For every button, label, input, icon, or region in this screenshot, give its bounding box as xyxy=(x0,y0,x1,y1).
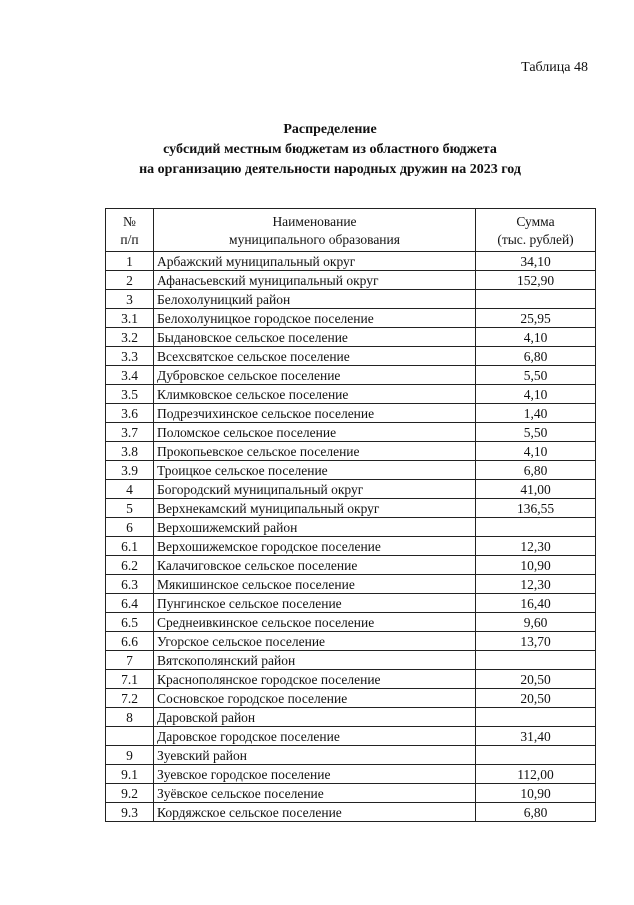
row-sum-cell: 20,50 xyxy=(476,689,596,708)
row-number-cell: 9.3 xyxy=(106,803,154,822)
row-sum-cell: 9,60 xyxy=(476,613,596,632)
heading-line-2: субсидий местным бюджетам из областного бюджета xyxy=(163,142,497,157)
row-sum-cell: 4,10 xyxy=(476,328,596,347)
row-sum-cell: 41,00 xyxy=(476,480,596,499)
row-name-cell: Даровское городское поселение xyxy=(154,727,476,746)
row-number-cell: 9.2 xyxy=(106,784,154,803)
row-number-cell: 6.2 xyxy=(106,556,154,575)
row-number-cell: 3.2 xyxy=(106,328,154,347)
row-name-cell: Прокопьевское сельское поселение xyxy=(154,442,476,461)
row-sum-cell: 25,95 xyxy=(476,309,596,328)
row-name-cell: Верхошижемский район xyxy=(154,518,476,537)
row-number-cell: 6.1 xyxy=(106,537,154,556)
table-row xyxy=(106,461,596,480)
row-name-cell: Дубровское сельское поселение xyxy=(154,366,476,385)
row-number-cell: 3.6 xyxy=(106,404,154,423)
table-row xyxy=(106,556,596,575)
row-number-cell: 3.8 xyxy=(106,442,154,461)
row-name-cell: Калачиговское сельское поселение xyxy=(154,556,476,575)
table-row xyxy=(106,347,596,366)
column-header-sum-line1: Сумма xyxy=(516,214,555,229)
row-sum-cell: 152,90 xyxy=(476,271,596,290)
table-row xyxy=(106,423,596,442)
row-number-cell: 2 xyxy=(106,271,154,290)
row-name-cell: Всехсвятское сельское поселение xyxy=(154,347,476,366)
row-sum-cell: 5,50 xyxy=(476,423,596,442)
table-row xyxy=(106,746,596,765)
row-number-cell: 6.4 xyxy=(106,594,154,613)
column-header-name-line1: Наименование xyxy=(272,214,357,229)
row-sum-cell: 12,30 xyxy=(476,537,596,556)
table-row xyxy=(106,575,596,594)
row-name-cell: Зуевский район xyxy=(154,746,476,765)
row-number-cell: 7.2 xyxy=(106,689,154,708)
column-header-name xyxy=(154,209,476,252)
table-row xyxy=(106,252,596,271)
table-row xyxy=(106,499,596,518)
row-sum-cell xyxy=(476,708,596,727)
row-number-cell: 3 xyxy=(106,290,154,309)
row-name-cell: Арбажский муниципальный округ xyxy=(154,252,476,271)
table-row xyxy=(106,480,596,499)
row-number-cell: 8 xyxy=(106,708,154,727)
table-row xyxy=(106,803,596,822)
table-row xyxy=(106,727,596,746)
row-number-cell: 6 xyxy=(106,518,154,537)
row-number-cell: 6.3 xyxy=(106,575,154,594)
row-name-cell: Зуёвское сельское поселение xyxy=(154,784,476,803)
row-number-cell: 9 xyxy=(106,746,154,765)
row-number-cell: 3.5 xyxy=(106,385,154,404)
row-name-cell: Белохолуницкое городское поселение xyxy=(154,309,476,328)
table-row xyxy=(106,784,596,803)
row-sum-cell: 10,90 xyxy=(476,556,596,575)
row-sum-cell: 6,80 xyxy=(476,347,596,366)
row-number-cell: 7.1 xyxy=(106,670,154,689)
row-sum-cell: 10,90 xyxy=(476,784,596,803)
table-row xyxy=(106,404,596,423)
row-number-cell: 7 xyxy=(106,651,154,670)
row-number-cell: 3.4 xyxy=(106,366,154,385)
row-sum-cell xyxy=(476,746,596,765)
row-sum-cell: 13,70 xyxy=(476,632,596,651)
row-name-cell: Богородский муниципальный округ xyxy=(154,480,476,499)
row-sum-cell xyxy=(476,290,596,309)
row-number-cell: 4 xyxy=(106,480,154,499)
table-header-row xyxy=(106,209,596,252)
row-name-cell: Пунгинское сельское поселение xyxy=(154,594,476,613)
row-sum-cell: 4,10 xyxy=(476,442,596,461)
row-number-cell: 3.7 xyxy=(106,423,154,442)
row-sum-cell: 6,80 xyxy=(476,803,596,822)
table-row xyxy=(106,271,596,290)
row-number-cell: 6.5 xyxy=(106,613,154,632)
table-row xyxy=(106,537,596,556)
row-sum-cell: 12,30 xyxy=(476,575,596,594)
row-name-cell: Подрезчихинское сельское поселение xyxy=(154,404,476,423)
row-sum-cell: 31,40 xyxy=(476,727,596,746)
table-row xyxy=(106,594,596,613)
table-row xyxy=(106,366,596,385)
column-header-sum xyxy=(476,209,596,252)
table-row xyxy=(106,328,596,347)
row-name-cell: Афанасьевский муниципальный округ xyxy=(154,271,476,290)
table-row xyxy=(106,765,596,784)
row-name-cell: Сосновское городское поселение xyxy=(154,689,476,708)
table-row xyxy=(106,442,596,461)
row-number-cell: 3.3 xyxy=(106,347,154,366)
row-sum-cell: 4,10 xyxy=(476,385,596,404)
row-name-cell: Кордяжское сельское поселение xyxy=(154,803,476,822)
table-row xyxy=(106,670,596,689)
row-sum-cell xyxy=(476,518,596,537)
row-sum-cell: 1,40 xyxy=(476,404,596,423)
column-header-number-line1: № xyxy=(123,214,136,229)
row-name-cell: Даровской район xyxy=(154,708,476,727)
row-name-cell: Климковское сельское поселение xyxy=(154,385,476,404)
column-header-name-line2: муниципального образования xyxy=(229,232,400,247)
row-number-cell: 1 xyxy=(106,252,154,271)
row-name-cell: Верхнекамский муниципальный округ xyxy=(154,499,476,518)
table-row xyxy=(106,651,596,670)
row-name-cell: Зуевское городское поселение xyxy=(154,765,476,784)
row-sum-cell: 20,50 xyxy=(476,670,596,689)
table-row xyxy=(106,632,596,651)
column-header-sum-line2: (тыс. рублей) xyxy=(497,232,574,247)
row-name-cell: Поломское сельское поселение xyxy=(154,423,476,442)
row-name-cell: Троицкое сельское поселение xyxy=(154,461,476,480)
row-sum-cell: 112,00 xyxy=(476,765,596,784)
row-number-cell: 6.6 xyxy=(106,632,154,651)
table-row xyxy=(106,613,596,632)
row-sum-cell: 16,40 xyxy=(476,594,596,613)
row-name-cell: Вятскополянский район xyxy=(154,651,476,670)
row-sum-cell: 136,55 xyxy=(476,499,596,518)
row-number-cell xyxy=(106,727,154,746)
row-sum-cell: 34,10 xyxy=(476,252,596,271)
table-row xyxy=(106,689,596,708)
table-row xyxy=(106,290,596,309)
table-row xyxy=(106,385,596,404)
heading-line-3: на организацию деятельности народных дружин на 2023 год xyxy=(139,162,521,177)
row-name-cell: Краснополянское городское поселение xyxy=(154,670,476,689)
row-sum-cell: 5,50 xyxy=(476,366,596,385)
row-name-cell: Угорское сельское поселение xyxy=(154,632,476,651)
subsidy-table xyxy=(105,208,596,822)
document-heading xyxy=(0,120,634,180)
row-name-cell: Быдановское сельское поселение xyxy=(154,328,476,347)
table-row xyxy=(106,708,596,727)
table-body xyxy=(106,252,596,822)
row-sum-cell: 6,80 xyxy=(476,461,596,480)
row-number-cell: 3.1 xyxy=(106,309,154,328)
column-header-number xyxy=(106,209,154,252)
row-number-cell: 5 xyxy=(106,499,154,518)
row-name-cell: Мякишинское сельское поселение xyxy=(154,575,476,594)
row-sum-cell xyxy=(476,651,596,670)
row-name-cell: Среднеивкинское сельское поселение xyxy=(154,613,476,632)
heading-line-1: Распределение xyxy=(283,122,377,137)
table-row xyxy=(106,518,596,537)
column-header-number-line2: п/п xyxy=(120,232,139,247)
table-row xyxy=(106,309,596,328)
row-name-cell: Белохолуницкий район xyxy=(154,290,476,309)
table-number-label: Таблица 48 xyxy=(521,60,588,75)
row-number-cell: 9.1 xyxy=(106,765,154,784)
row-name-cell: Верхошижемское городское поселение xyxy=(154,537,476,556)
row-number-cell: 3.9 xyxy=(106,461,154,480)
